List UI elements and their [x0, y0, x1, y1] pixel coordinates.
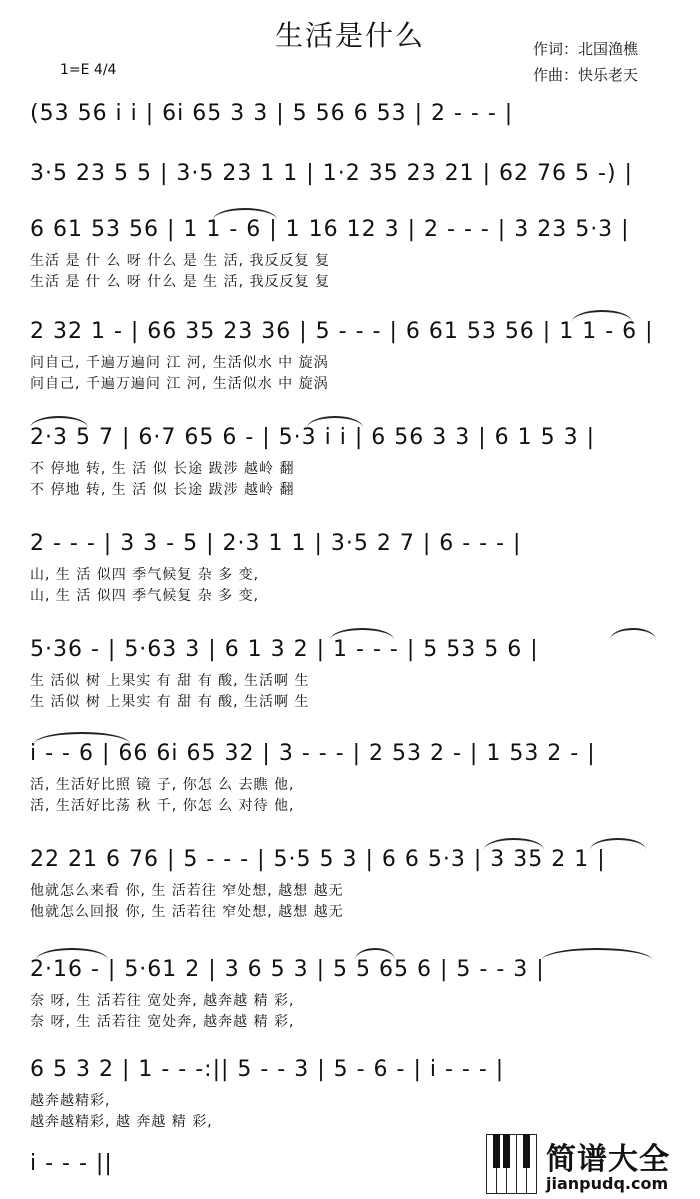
- lyric-verse-1: 山, 生 活 似四 季气候复 杂 多 变,: [30, 567, 260, 583]
- tie: [330, 628, 394, 640]
- notes-line-3: 6 61 53 56 | 1 1 - 6 | 1 16 12 3 | 2 - - - | 3 23 5·3 |: [30, 217, 630, 242]
- tie: [572, 310, 632, 322]
- key-signature: 1=E 4/4: [60, 62, 117, 78]
- notes-line-10: 2·16 - | 5·61 2 | 3 6 5 3 | 5 5 65 6 | 5 - - 3 |: [30, 957, 545, 982]
- lyric-verse-2: 生活 是 什 么 呀 什么 是 生 活, 我反反复 复: [30, 274, 330, 290]
- notes-line-5: 2·3 5 7 | 6·7 65 6 - | 5·3 i i | 6 56 3 3 | 6 1 5 3 |: [30, 425, 595, 450]
- lyric-verse-2: 奈 呀, 生 活若往 宽处奔, 越奔越 精 彩,: [30, 1014, 295, 1030]
- lyric-verse-1: 越奔越精彩,: [30, 1093, 111, 1109]
- lyric-verse-2: 不 停地 转, 生 活 似 长途 跋涉 越岭 翻: [30, 482, 295, 498]
- notes-line-2: 3·5 23 5 5 | 3·5 23 1 1 | 1·2 35 23 21 | 62 76 5 -) |: [30, 161, 633, 186]
- lyric-verse-1: 生活 是 什 么 呀 什么 是 生 活, 我反反复 复: [30, 253, 330, 269]
- lyric-verse-2: 生 活似 树 上果实 有 甜 有 酸, 生活啊 生: [30, 694, 310, 710]
- watermark-url: jianpudq.com: [546, 1174, 669, 1193]
- tie: [213, 208, 277, 220]
- notes-line-4: 2 32 1 - | 66 35 23 36 | 5 - - - | 6 61 53 56 | 1 1 - 6 |: [30, 319, 654, 344]
- tie: [542, 948, 652, 960]
- notes-line-8: i - - 6 | 66 6i 65 32 | 3 - - - | 2 53 2 - | 1 53 2 - |: [30, 741, 596, 766]
- lyric-verse-1: 他就怎么来看 你, 生 活若往 窄处想, 越想 越无: [30, 883, 344, 899]
- lyric-verse-1: 问自己, 千遍万遍问 江 河, 生活似水 中 旋涡: [30, 355, 329, 371]
- lyric-verse-1: 生 活似 树 上果实 有 甜 有 酸, 生活啊 生: [30, 673, 310, 689]
- notes-line-9: 22 21 6 76 | 5 - - - | 5·5 5 3 | 6 6 5·3 | 3 35 2 1 |: [30, 847, 606, 872]
- lyricist-credit: 作词：北国渔樵: [533, 40, 639, 58]
- tie: [610, 628, 656, 640]
- notes-line-12: i - - - ||: [30, 1151, 113, 1176]
- notes-line-11: 6 5 3 2 | 1 - - -:|| 5 - - 3 | 5 - 6 - | i - - - |: [30, 1057, 505, 1082]
- lyric-verse-2: 越奔越精彩, 越 奔越 精 彩,: [30, 1114, 213, 1130]
- tie: [355, 948, 395, 960]
- site-watermark: [486, 1134, 696, 1194]
- tie: [36, 948, 108, 960]
- lyric-verse-2: 问自己, 千遍万遍问 江 河, 生活似水 中 旋涡: [30, 376, 329, 392]
- composer-credit: 作曲：快乐老天: [533, 66, 639, 84]
- lyric-verse-2: 山, 生 活 似四 季气候复 杂 多 变,: [30, 588, 260, 604]
- lyric-verse-1: 奈 呀, 生 活若往 宽处奔, 越奔越 精 彩,: [30, 993, 295, 1009]
- notes-line-1: (53 56 i i | 6i 65 3 3 | 5 56 6 53 | 2 - - - |: [30, 101, 514, 126]
- song-title: 生活是什么: [274, 19, 425, 52]
- lyric-verse-2: 他就怎么回报 你, 生 活若往 窄处想, 越想 越无: [30, 904, 344, 920]
- watermark-title: 简谱大全: [546, 1142, 670, 1177]
- tie: [34, 732, 130, 744]
- tie: [590, 838, 646, 850]
- notes-line-7: 5·36 - | 5·63 3 | 6 1 3 2 | 1 - - - | 5 53 5 6 |: [30, 637, 539, 662]
- notes-line-6: 2 - - - | 3 3 - 5 | 2·3 1 1 | 3·5 2 7 | 6 - - - |: [30, 531, 522, 556]
- tie: [484, 838, 544, 850]
- lyric-verse-1: 活, 生活好比照 镜 子, 你怎 么 去瞧 他,: [30, 777, 295, 793]
- lyric-verse-2: 活, 生活好比荡 秋 千, 你怎 么 对待 他,: [30, 798, 295, 814]
- tie: [307, 416, 363, 428]
- tie: [30, 416, 88, 428]
- lyric-verse-1: 不 停地 转, 生 活 似 长途 跋涉 越岭 翻: [30, 461, 295, 477]
- piano-logo-icon: [486, 1134, 542, 1194]
